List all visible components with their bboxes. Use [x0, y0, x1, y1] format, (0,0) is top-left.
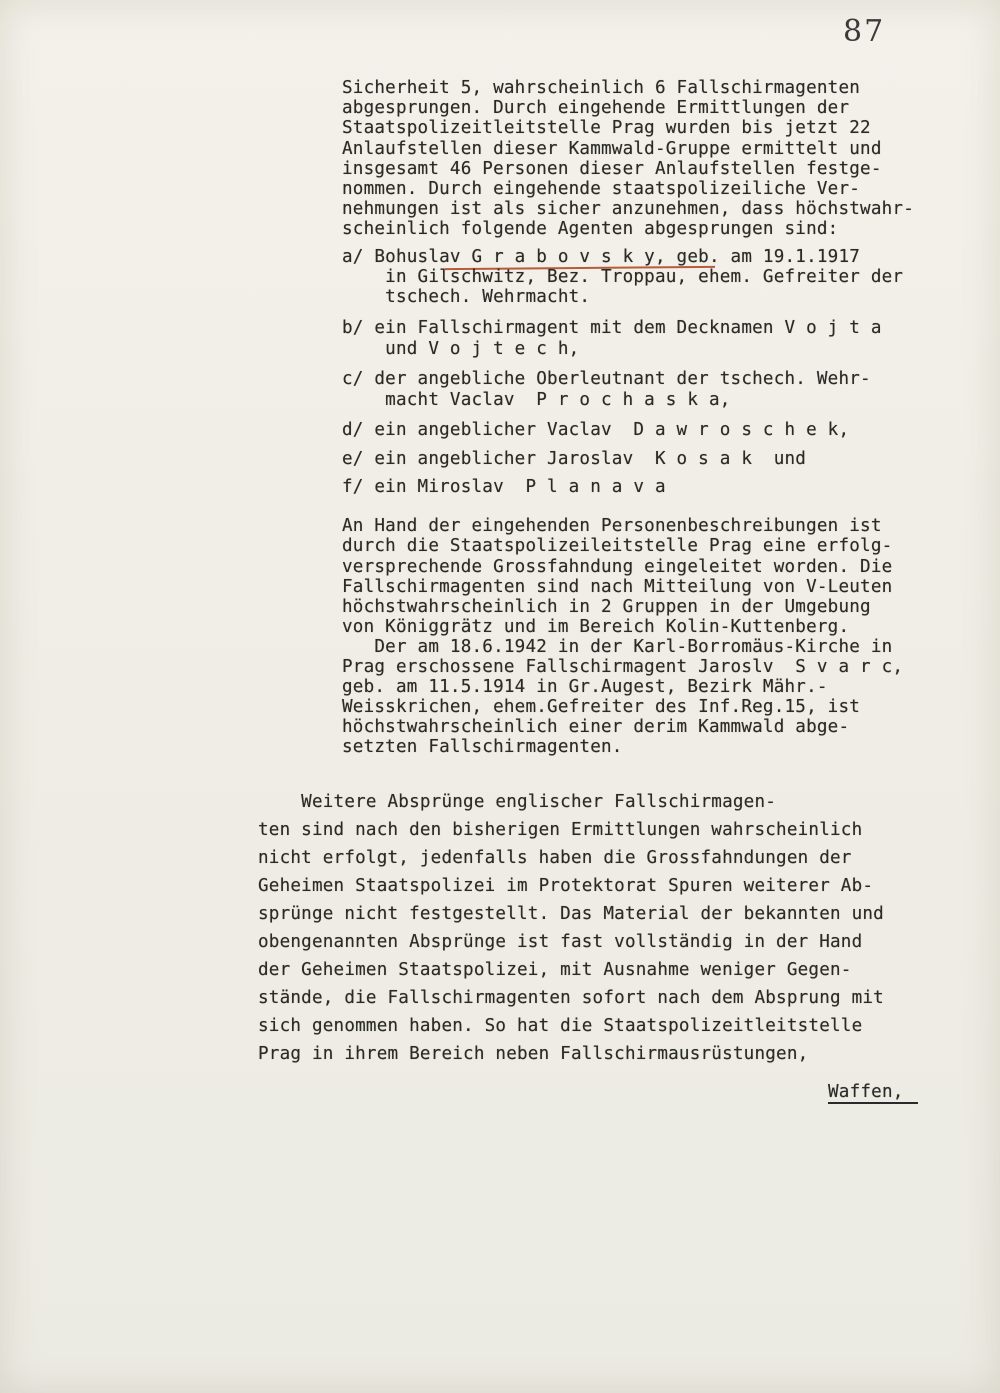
text-line: Weitere Absprünge englischer Fallschirmagen- — [258, 792, 777, 812]
text-line: höchstwahrscheinlich in 2 Gruppen in der Umgebung — [342, 597, 871, 617]
text-line: durch die Staatspolizeileitstelle Prag eine erfolg- — [342, 536, 893, 556]
text-line: scheinlich folgende Agenten abgesprungen sind: — [342, 219, 839, 239]
list-item: f/ ein Miroslav P l a n a v a — [342, 477, 666, 497]
list-item: c/ der angebliche Oberleutnant der tschech. Wehr- — [342, 369, 871, 389]
text-line: nehmungen ist als sicher anzunehmen, dass höchstwahr- — [342, 199, 914, 219]
list-item: tschech. Wehrmacht. — [342, 287, 591, 307]
text-line: Geheimen Staatspolizei im Protektorat Spuren weiterer Ab- — [258, 876, 874, 896]
text-line: Prag erschossene Fallschirmagent Jaroslv S v a r c, — [342, 657, 904, 677]
list-item: a/ Bohuslav G r a b o v s k y, geb. am 19.1.1917 — [342, 247, 861, 267]
text-line: setzten Fallschirmagenten. — [342, 737, 623, 757]
text-line: nommen. Durch eingehende staatspolizeiliche Ver- — [342, 179, 861, 199]
text-line: versprechende Grossfahndung eingeleitet worden. Die — [342, 557, 893, 577]
text-line: Staatspolizeitleitstelle Prag wurden bis jetzt 22 — [342, 118, 871, 138]
text-line: abgesprungen. Durch eingehende Ermittlungen der — [342, 98, 850, 118]
text-line: Fallschirmagenten sind nach Mitteilung von V-Leuten — [342, 577, 893, 597]
text-line: An Hand der eingehenden Personenbeschreibungen ist — [342, 516, 882, 536]
text-line: obengenannten Absprünge ist fast vollständig in der Hand — [258, 932, 863, 952]
page-number: 87 — [843, 14, 886, 49]
text-line: Weisskrichen, ehem.Gefreiter des Inf.Reg.15, ist — [342, 697, 861, 717]
text-line: höchstwahrscheinlich einer derim Kammwald abge- — [342, 717, 850, 737]
text-line: geb. am 11.5.1914 in Gr.Augest, Bezirk Mähr.- — [342, 677, 828, 697]
text-line: Anlaufstellen dieser Kammwald-Gruppe ermittelt und — [342, 139, 882, 159]
text-line: Sicherheit 5, wahrscheinlich 6 Fallschirmagenten — [342, 78, 861, 98]
list-item: b/ ein Fallschirmagent mit dem Decknamen V o j t a — [342, 318, 882, 338]
catchword-underline — [828, 1102, 918, 1104]
list-item: macht Vaclav P r o c h a s k a, — [342, 390, 731, 410]
text-line: der Geheimen Staatspolizei, mit Ausnahme weniger Gegen- — [258, 960, 852, 980]
text-line: sich genommen haben. So hat die Staatspolizeitleitstelle — [258, 1016, 863, 1036]
text-line: nicht erfolgt, jedenfalls haben die Grossfahndungen der — [258, 848, 852, 868]
list-item: und V o j t e c h, — [342, 339, 580, 359]
catchword: Waffen, — [828, 1082, 904, 1102]
text-line: stände, die Fallschirmagenten sofort nach dem Absprung mit — [258, 988, 884, 1008]
list-item: e/ ein angeblicher Jaroslav K o s a k und — [342, 449, 807, 469]
text-line: Prag in ihrem Bereich neben Fallschirmausrüstungen, — [258, 1044, 809, 1064]
list-item: in Gilschwitz, Bez. Troppau, ehem. Gefreiter der — [342, 267, 904, 287]
text-line: sprünge nicht festgestellt. Das Material der bekannten und — [258, 904, 884, 924]
text-line: ten sind nach den bisherigen Ermittlungen wahrscheinlich — [258, 820, 863, 840]
text-line: Der am 18.6.1942 in der Karl-Borromäus-Kirche in — [342, 637, 893, 657]
text-line: insgesamt 46 Personen dieser Anlaufstellen festge- — [342, 159, 882, 179]
text-line: von Königgrätz und im Bereich Kolin-Kuttenberg. — [342, 617, 850, 637]
list-item: d/ ein angeblicher Vaclav D a w r o s c h e k, — [342, 420, 850, 440]
